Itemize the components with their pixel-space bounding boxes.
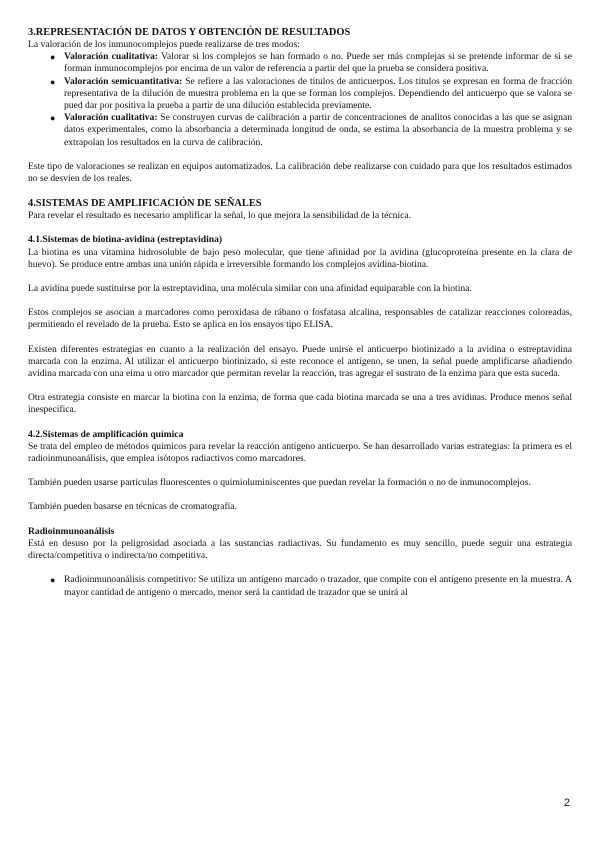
section-4-intro: Para revelar el resultado es necesario amplificar la señal, lo que mejora la sensibilidad de la técnica. [28, 210, 412, 222]
paragraph: Estos complejos se asocian a marcadores como peroxidasa de rábano o fosfatasa alcalina, responsables de catalizar reacciones coloreadas, permitiendo el revelado de la prueba. Esto se aplica en los ensayos tipo ELISA. [28, 307, 572, 331]
paragraph: Se trata del empleo de métodos químicos para revelar la reacción antígeno anticuerpo. Se han desarrollado varias estrategias: la primera es el radioinmunoanálisis, que emplea isótopos radiactivos como marcadores. [28, 440, 572, 465]
paragraph: La biotina es una vitamina hidrosoluble de bajo peso molecular, que tiene afinidad por la avidina (glucoproteína presente en la clara de huevo). Se produce entre ambas una unión rápida e irreversible formando los complejos avidina-biotina. [28, 246, 572, 270]
bullet-icon: ● [50, 113, 56, 124]
paragraph: También pueden basarse en técnicas de cromatografía. [28, 501, 237, 513]
bullet-icon: ● [50, 575, 56, 586]
section-4-1-title: 4.1.Sistemas de biotina-avidina (estreptavidina) [28, 234, 223, 246]
section-3-closing: Este tipo de valoraciones se realizan en equipos automatizados. La calibración debe realizarse con cuidado para que los resultados estimados no se desvíen de los reales. [28, 160, 572, 185]
section-3-title: 3.REPRESENTACIÓN DE DATOS Y OBTENCIÓN DE RESULTADOS [28, 27, 351, 38]
bullet-icon: ● [50, 52, 56, 63]
section-3-intro: La valoración de los inmunocomplejos puede realizarse de tres modos: [28, 39, 301, 50]
paragraph: Otra estrategia consiste en marcar la biotina con la enzima, de forma que cada biotina marcada se una a tres avidinas. Produce menos señal inespecífica. [28, 392, 572, 416]
list-item: ● Valoración semicuantitativa: Se refiere a las valoraciones de títulos de anticuerpos. Los títulos se expresan en forma de fracción representativa de la dilución de muestra problema en la que se forman los complejos. Dependiendo del anticuerpo que se valora se pued dar por positiva la prueba a partir de una dilución establecida previamente. [50, 75, 572, 112]
paragraph: Está en desuso por la peligrosidad asociada a las sustancias radiactivas. Su fundamento es muy sencillo, puede seguir una estrategia directa/competitiva o indirecta/no competitiva. [28, 537, 572, 562]
bullet-icon: ● [50, 76, 56, 87]
document-page [28, 26, 572, 599]
valuation-list [28, 51, 572, 149]
paragraph: También pueden usarse partículas fluorescentes o quimioluminiscentes que puedan revelar la formación o no de inmunocomplejos. [28, 477, 531, 489]
list-item: ● Valoración cualitativa: Valorar si los complejos se han formado o no. Puede ser más complejas si se pretende informar de si se forman inmunocomplejos por encima de un valor de referencia a partir del que la prueba se considera positiva. [50, 51, 572, 75]
section-4-title: 4.SISTEMAS DE AMPLIFICACIÓN DE SEÑALES [28, 198, 262, 210]
section-4-2-title: 4.2.Sistemas de amplificación química [28, 428, 184, 440]
page-number: 2 [563, 797, 570, 809]
paragraph: Existen diferentes estrategias en cuanto a la realización del ensayo. Puede unirse el anticuerpo biotinizado a la avidina o estreptavidina marcada con la enzima. Al utilizar el anticuerpo biotinizado, si este reconoce el antígeno, se unen, la señal puede amplificarse añadiendo avidina marcada con una eima u otro marcador que permitan revelar la reacción, tras agregar el sustrato de la enzima para que esta suceda. [28, 343, 572, 380]
radio-list [28, 574, 572, 598]
list-item: ● Valoración cualitativa: Se construyen curvas de calibración a partir de concentraciones de analitos conocidas a las que se asignan datos experimentales, como la absorbancia a determinada longitud de onda, se estima la absorbancia de la muestra problema y se extrapolan los resultados en la curva de calibración. [50, 112, 572, 148]
paragraph: La avidina puede sustituirse por la estreptavidina, una molécula similar con una afinidad equiparable con la biotina. [28, 283, 472, 295]
radioimmunoassay-title: Radioinmunoanálisis [28, 525, 115, 537]
list-item: ● Radioinmunoanálisis competitivo: Se utiliza un antígeno marcado o trazador, que compite con el antígeno presente en la muestra. A mayor cantidad de antígeno o mercado, menor será la cantidad de trazador que se unirá al [50, 574, 572, 598]
